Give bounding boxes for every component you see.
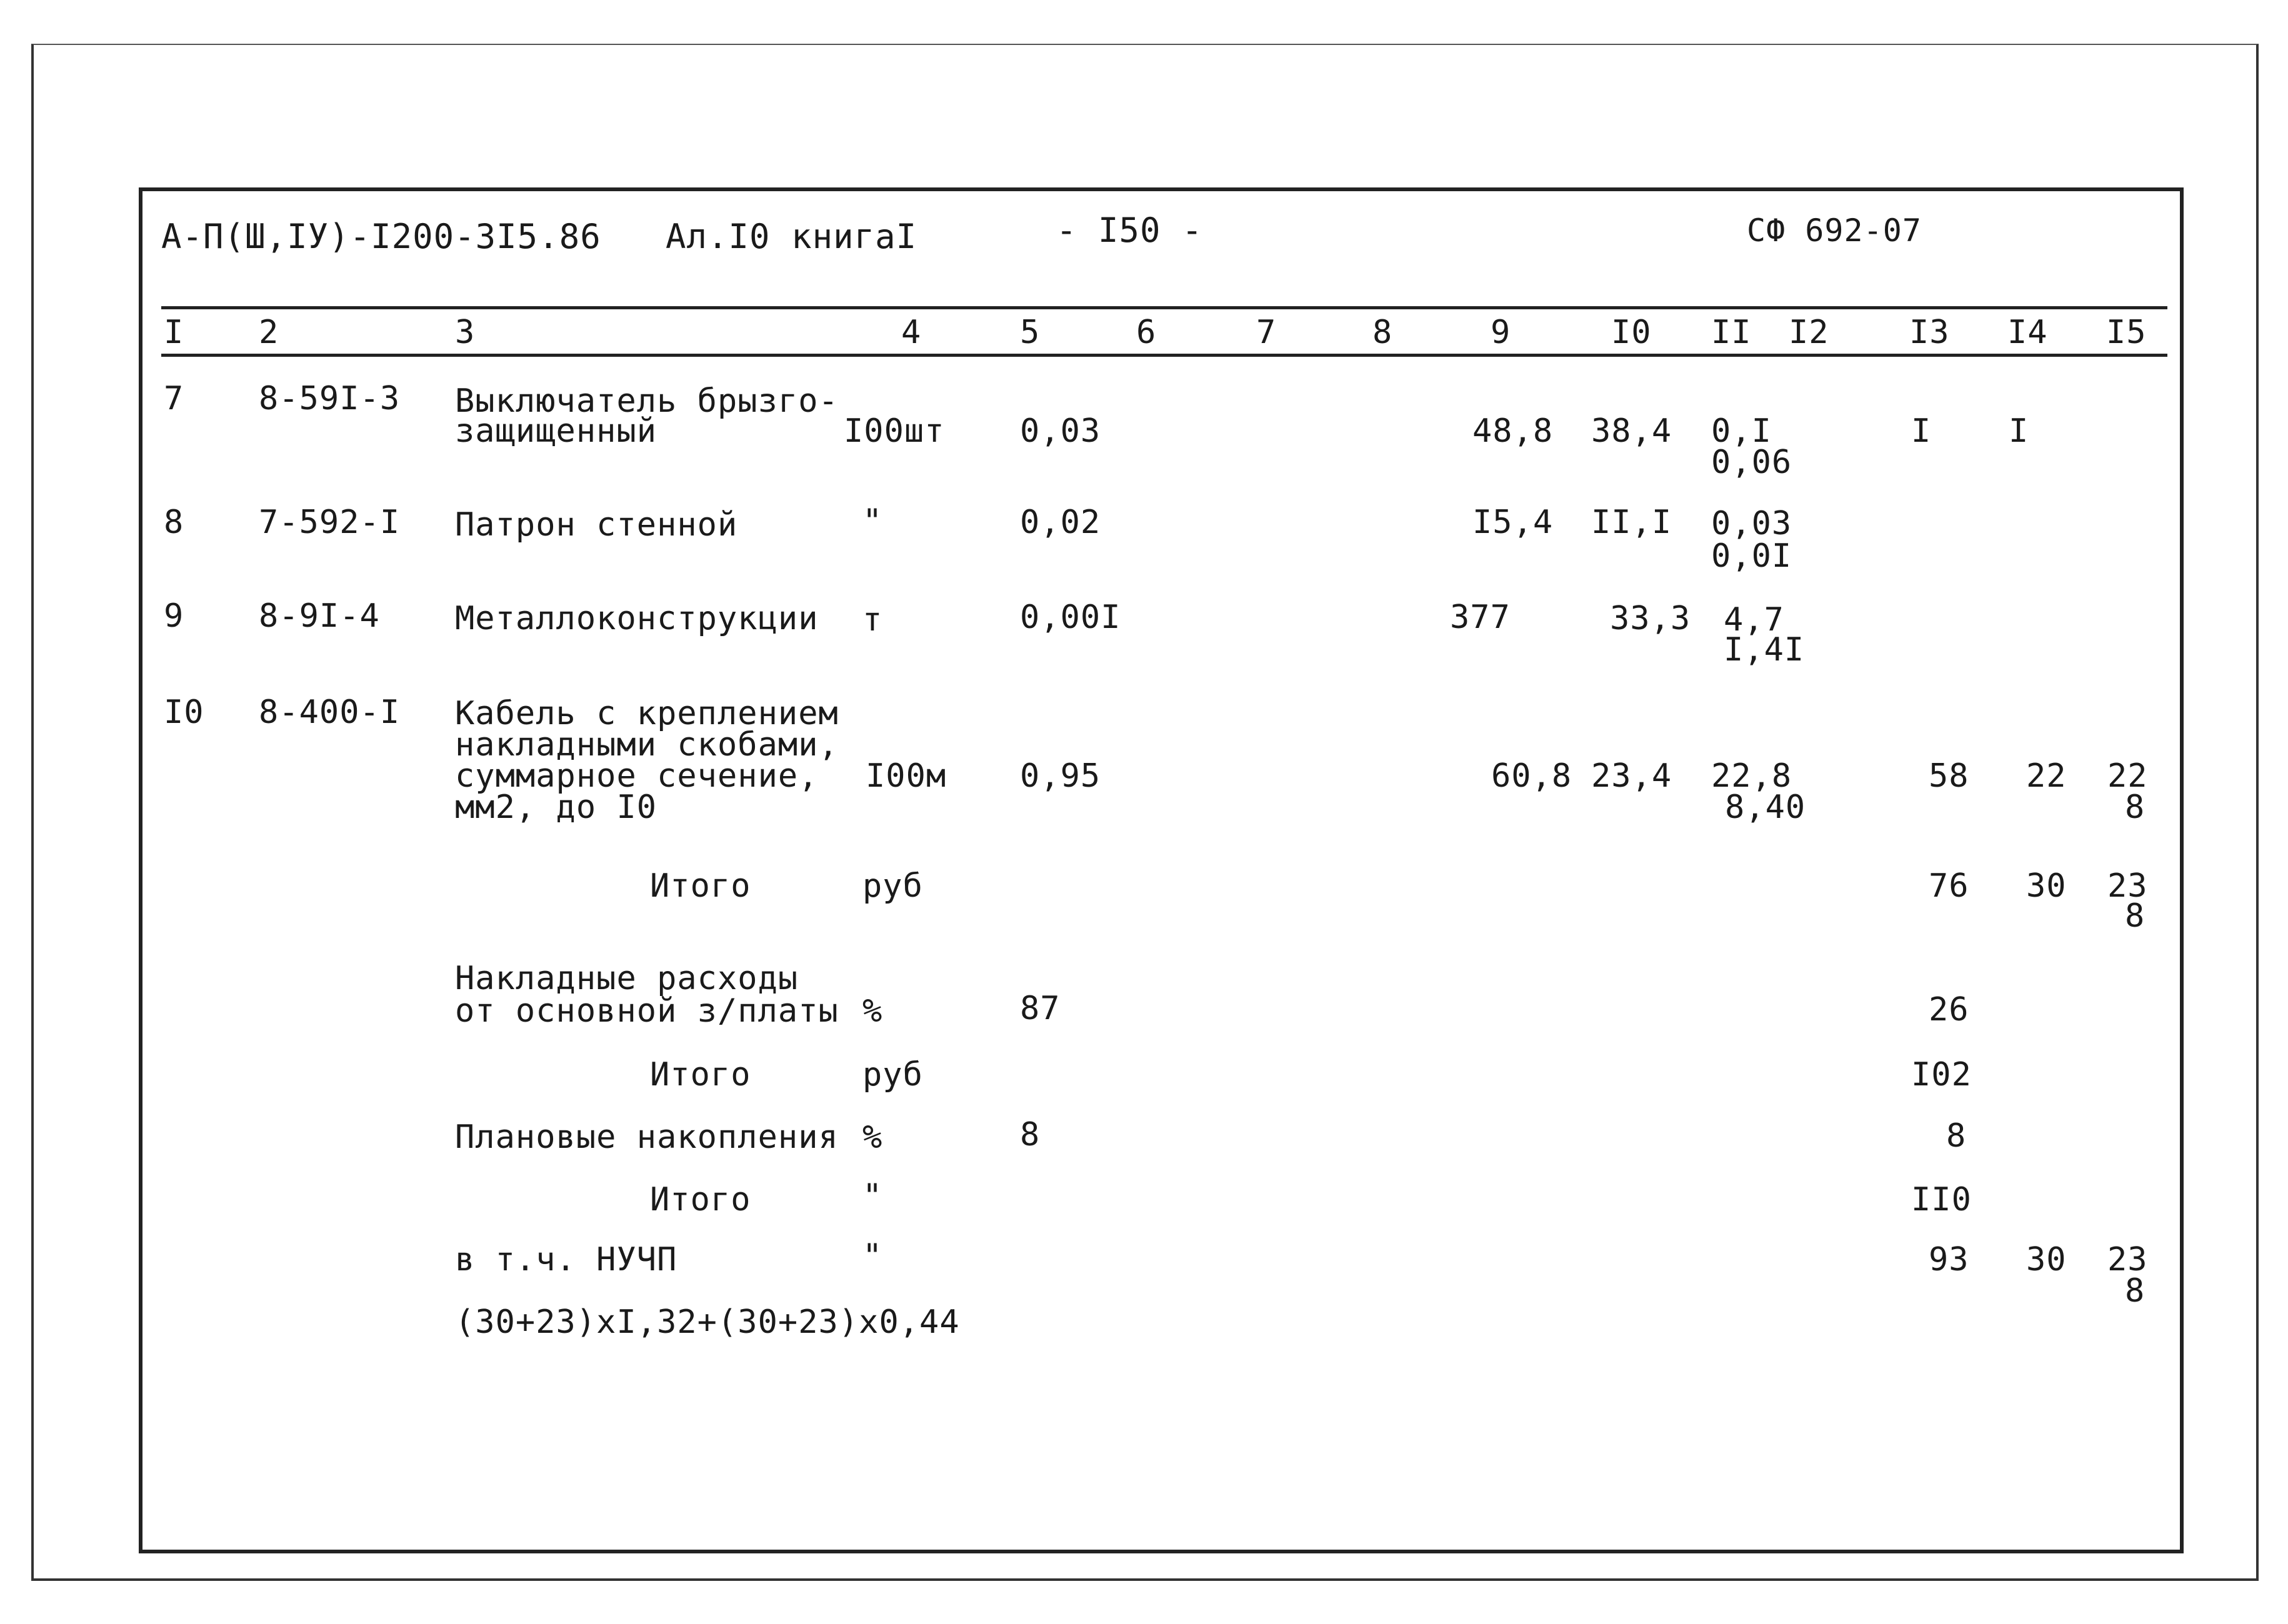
price-code: 8-59I-3 <box>259 380 401 417</box>
cell-col13: 76 <box>1929 867 1969 905</box>
item-name: Металлоконструкции <box>455 600 819 637</box>
column-header: I2 <box>1789 314 1829 351</box>
cell-col10: 23,4 <box>1591 757 1672 795</box>
stamp-code: СФ 692-07 <box>1747 212 1922 249</box>
cell-col9: 60,8 <box>1491 757 1572 795</box>
unit: " <box>862 1177 883 1215</box>
cell-col14: 30 <box>2026 1241 2067 1278</box>
item-name: Кабель с креплением <box>455 695 839 732</box>
price-code: 8-9I-4 <box>259 597 380 635</box>
column-header: 6 <box>1136 314 1157 351</box>
row-number: 8 <box>164 504 184 541</box>
cell-col10: 38,4 <box>1591 412 1672 450</box>
unit: " <box>862 1237 883 1275</box>
price-code: 8-400-I <box>259 694 401 731</box>
overhead-label: от основной з/платы <box>455 992 839 1030</box>
item-name: суммарное сечение, <box>455 757 819 795</box>
cell-col15: 8 <box>2125 1272 2146 1310</box>
row-number: I0 <box>164 694 204 731</box>
cell-col11: 0,0I <box>1711 537 1792 575</box>
quantity: 0,03 <box>1020 412 1101 450</box>
quantity: 0,02 <box>1020 504 1101 541</box>
unit: руб <box>862 1056 923 1093</box>
cell-col13: I <box>1911 412 1932 450</box>
cell-col13: 8 <box>1946 1117 1967 1155</box>
unit: т <box>862 601 883 639</box>
column-header: 2 <box>259 314 279 351</box>
cell-col14: 30 <box>2026 867 2067 905</box>
cell-col13: 93 <box>1929 1241 1969 1278</box>
page-number: - I50 - <box>1056 211 1203 250</box>
column-header: 4 <box>901 314 922 351</box>
cell-col13: 58 <box>1929 757 1969 795</box>
cell-col15: 8 <box>2125 789 2146 826</box>
total-label: Итого <box>650 867 751 905</box>
cell-col9: 48,8 <box>1472 412 1554 450</box>
cell-col10: II,I <box>1591 504 1672 541</box>
column-header: I5 <box>2106 314 2147 351</box>
quantity: 0,95 <box>1020 757 1101 795</box>
subtotal-label: в т.ч. НУЧП <box>455 1241 677 1278</box>
planned-savings-label: Плановые накопления <box>455 1118 839 1156</box>
cell-col13: I02 <box>1911 1056 1972 1093</box>
cell-col13: II0 <box>1911 1181 1972 1218</box>
cell-col14: I <box>2009 412 2029 450</box>
price-code: 7-592-I <box>259 504 401 541</box>
cell-col11: 0,I <box>1711 412 1772 450</box>
item-name: накладными скобами, <box>455 726 839 764</box>
item-name: мм2, до I0 <box>455 789 657 826</box>
cell-col11: 8,40 <box>1725 789 1806 826</box>
cell-col11: 4,7 <box>1724 601 1784 639</box>
album-label: Ал.I0 книгаI <box>666 217 917 256</box>
cell-col13: 26 <box>1929 991 1969 1029</box>
header-top-rule <box>161 306 2167 309</box>
column-header: 8 <box>1372 314 1393 351</box>
overhead-label: Накладные расходы <box>455 960 799 997</box>
cell-col9: 377 <box>1450 599 1511 636</box>
cell-col10: 33,3 <box>1610 600 1691 637</box>
document-code: А-П(Ш,IУ)-I200-3I5.86 <box>161 217 601 256</box>
column-header: I4 <box>2007 314 2048 351</box>
unit: % <box>862 1118 883 1156</box>
page-frame-inner <box>139 187 2184 1553</box>
unit: " <box>862 502 883 540</box>
cell-col11: 22,8 <box>1711 757 1792 795</box>
cell-col15: 22 <box>2107 757 2148 795</box>
total-label: Итого <box>650 1181 751 1218</box>
total-label: Итого <box>650 1056 751 1093</box>
unit: % <box>862 992 883 1030</box>
cell-col11: 0,06 <box>1711 444 1792 481</box>
row-number: 7 <box>164 380 184 417</box>
column-header: 5 <box>1020 314 1041 351</box>
cell-col15: 23 <box>2107 1241 2148 1278</box>
cell-col11: I,4I <box>1724 631 1805 669</box>
cell-col14: 22 <box>2026 757 2067 795</box>
quantity: 8 <box>1020 1116 1041 1153</box>
column-header: I3 <box>1909 314 1950 351</box>
column-header: 3 <box>455 314 476 351</box>
column-header: II <box>1711 314 1752 351</box>
unit: I00шт <box>844 412 945 450</box>
item-name: Патрон стенной <box>455 506 738 544</box>
cell-col15: 8 <box>2125 897 2146 935</box>
item-name: защищенный <box>455 412 657 450</box>
header-bottom-rule <box>161 354 2167 357</box>
item-name: Выключатель брызго- <box>455 382 839 420</box>
quantity: 87 <box>1020 990 1061 1027</box>
unit: руб <box>862 867 923 905</box>
column-header: I0 <box>1611 314 1652 351</box>
unit: I00м <box>866 757 947 795</box>
column-header: I <box>164 314 184 351</box>
calculation-formula: (30+23)xI,32+(30+23)x0,44 <box>455 1303 960 1341</box>
column-header: 9 <box>1491 314 1511 351</box>
column-header: 7 <box>1256 314 1277 351</box>
row-number: 9 <box>164 597 184 635</box>
cell-col9: I5,4 <box>1472 504 1554 541</box>
cell-col11: 0,03 <box>1711 505 1792 542</box>
cell-col15: 23 <box>2107 867 2148 905</box>
quantity: 0,00I <box>1020 599 1121 636</box>
